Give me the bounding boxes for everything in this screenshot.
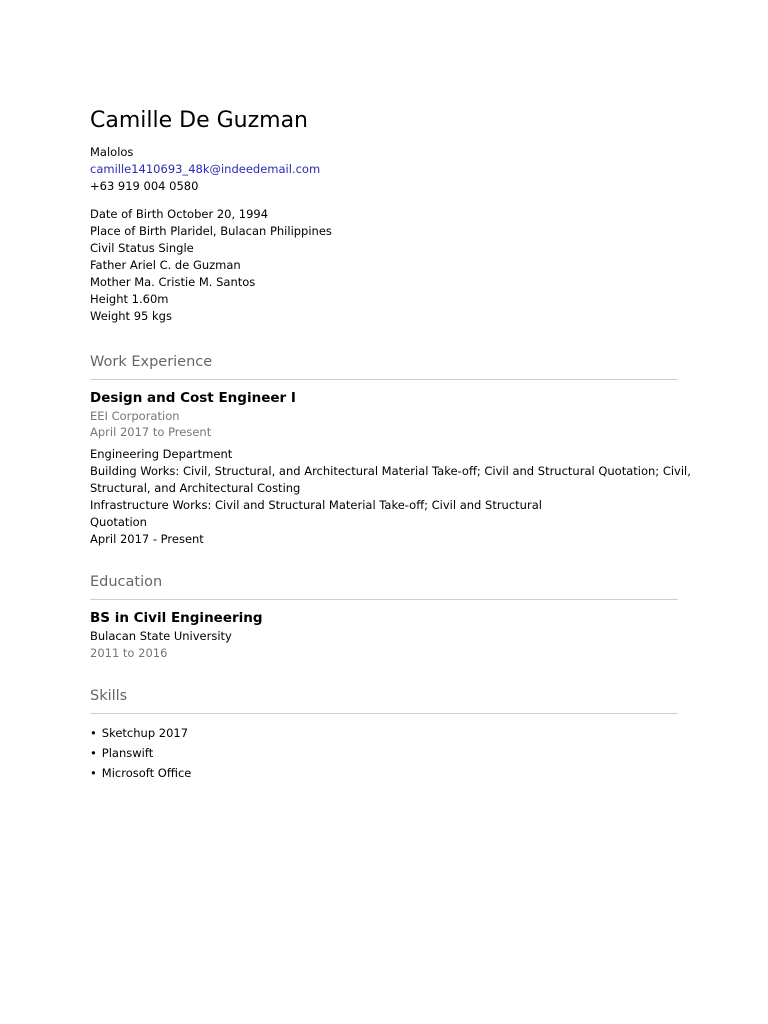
skill-label: Sketchup 2017	[101, 726, 189, 740]
detail-birth-date: Date of Birth October 20, 1994	[90, 207, 269, 221]
skill-label: Microsoft Office	[101, 766, 192, 780]
job-description	[90, 446, 691, 548]
job-description-line: Structural, and Architectural Costing	[90, 481, 301, 495]
section-heading-work: Work Experience	[90, 354, 213, 370]
skills-list	[90, 723, 678, 783]
job-entry	[90, 389, 691, 548]
section-heading-skills: Skills	[90, 688, 128, 704]
skills-section	[90, 686, 678, 783]
detail-father: Father Ariel C. de Guzman	[90, 258, 241, 272]
job-description-line: Quotation	[90, 515, 147, 529]
section-heading-education: Education	[90, 574, 163, 590]
resume-page	[90, 106, 691, 783]
candidate-name: Camille De Guzman	[90, 108, 309, 133]
job-description-line: Infrastructure Works: Civil and Structural Material Take-off; Civil and Structural	[90, 498, 542, 512]
job-description-line: Engineering Department	[90, 447, 233, 461]
detail-height: Height 1.60m	[90, 292, 169, 306]
email-row	[90, 161, 678, 178]
personal-details	[90, 206, 678, 325]
skill-label: Planswift	[101, 746, 154, 760]
skill-item	[90, 763, 678, 783]
bullet-icon: •	[90, 746, 97, 760]
school-name: Bulacan State University	[90, 629, 232, 643]
spacer	[90, 195, 678, 206]
location: Malolos	[90, 145, 134, 159]
section-divider	[90, 379, 678, 380]
bullet-icon: •	[90, 726, 97, 740]
section-divider	[90, 599, 678, 600]
job-company: EEI Corporation	[90, 409, 180, 423]
phone: +63 919 004 0580	[90, 179, 199, 193]
education-section	[90, 572, 678, 661]
section-divider	[90, 713, 678, 714]
job-description-line: April 2017 - Present	[90, 532, 204, 546]
skill-item	[90, 743, 678, 763]
bullet-icon: •	[90, 766, 97, 780]
detail-mother: Mother Ma. Cristie M. Santos	[90, 275, 256, 289]
email-link[interactable]: camille1410693_48k@indeedemail.com	[90, 162, 321, 176]
degree-title: BS in Civil Engineering	[90, 610, 263, 626]
job-description-line: Building Works: Civil, Structural, and Architectural Material Take-off; Civil and Structural Quotation; Civil,	[90, 464, 691, 478]
job-title: Design and Cost Engineer I	[90, 390, 296, 406]
skill-item	[90, 723, 678, 743]
detail-weight: Weight 95 kgs	[90, 309, 172, 323]
work-experience-section	[90, 352, 691, 548]
detail-birth-place: Place of Birth Plaridel, Bulacan Philippines	[90, 224, 332, 238]
resume-header	[90, 106, 678, 195]
detail-civil-status: Civil Status Single	[90, 241, 194, 255]
education-entry	[90, 609, 678, 661]
education-dates: 2011 to 2016	[90, 646, 168, 660]
job-dates: April 2017 to Present	[90, 425, 212, 439]
